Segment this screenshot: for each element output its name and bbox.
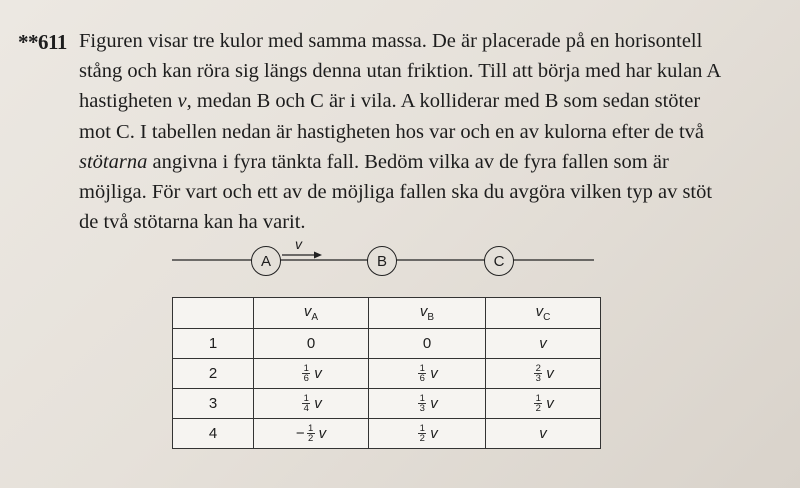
velocity-cell — [254, 419, 369, 449]
denominator: 2 — [307, 433, 314, 444]
fraction — [418, 394, 426, 413]
variable: v — [546, 395, 554, 412]
variable: v — [314, 395, 322, 412]
velocity-cell — [486, 419, 601, 449]
sign: − — [295, 425, 305, 442]
velocity-cell — [254, 359, 369, 389]
line-3-part-1: hastigheten — [79, 90, 178, 112]
numerator: 1 — [303, 363, 309, 374]
velocity-arrow-head — [314, 252, 322, 259]
header-vb: $v_B$ — [369, 298, 486, 329]
case-number: 3 — [173, 389, 254, 419]
problem-line-6: möjliga. För vart och ett av de möjliga fallen ska du avgöra vilken typ av stöt — [79, 181, 713, 203]
velocity-cell — [369, 419, 486, 449]
line-5-rest: angivna i fyra tänkta fall. Bedöm vilka av de fyra fallen som är — [147, 151, 669, 173]
denominator: 2 — [419, 433, 425, 444]
table-row — [173, 359, 601, 389]
fraction — [302, 394, 310, 413]
problem-line-5 — [79, 152, 669, 173]
header-va: $v_A$ — [254, 298, 369, 329]
numerator: 1 — [419, 393, 425, 404]
case-number: 4 — [173, 419, 254, 449]
variable: v — [430, 425, 438, 442]
fraction — [307, 424, 315, 443]
numerator: 1 — [535, 393, 541, 404]
numerator: 2 — [535, 363, 541, 374]
problem-line-3 — [79, 91, 700, 112]
velocity-cell — [254, 329, 369, 359]
velocity-label: v — [295, 236, 302, 252]
table-row — [173, 389, 601, 419]
cell-value: v — [539, 425, 547, 442]
variable: v — [546, 365, 554, 382]
problem-line-4: mot C. I tabellen nedan är hastigheten hos var och en av kulorna efter de två — [79, 121, 705, 143]
cell-value: v — [539, 335, 547, 352]
problem-line-7: de två stötarna kan ha varit. — [79, 211, 306, 233]
variable: v — [318, 425, 327, 442]
emphasized-word: stötarna — [79, 151, 148, 173]
case-number: 2 — [173, 359, 254, 389]
denominator: 2 — [535, 403, 541, 414]
velocity-cell — [486, 329, 601, 359]
velocity-cell — [486, 359, 601, 389]
velocity-cell — [486, 389, 601, 419]
line-3-part-3: , medan B och C är i vila. A kolliderar med B som sedan stöter — [186, 90, 701, 112]
cell-value: 0 — [306, 335, 316, 352]
denominator: 3 — [419, 403, 425, 414]
velocity-cell — [369, 389, 486, 419]
fraction — [302, 364, 310, 383]
velocity-table — [172, 297, 601, 449]
fraction — [418, 424, 426, 443]
table-header-row — [173, 298, 601, 329]
velocity-cell — [254, 389, 369, 419]
cell-value: 0 — [422, 335, 432, 352]
velocity-cell — [369, 329, 486, 359]
ball-b: B — [367, 246, 397, 276]
header-case — [173, 298, 254, 329]
variable: v — [430, 395, 438, 412]
table-row — [173, 419, 601, 449]
ball-a: A — [251, 246, 281, 276]
fraction — [534, 364, 542, 383]
case-number: 1 — [173, 329, 254, 359]
denominator: 4 — [303, 403, 309, 414]
denominator: 6 — [419, 373, 425, 384]
table-row — [173, 329, 601, 359]
problem-text — [0, 0, 800, 240]
variable: v — [430, 365, 438, 382]
numerator: 1 — [307, 423, 314, 434]
numerator: 1 — [419, 423, 425, 434]
denominator: 3 — [535, 373, 541, 384]
ball-c: C — [484, 246, 514, 276]
table-body — [173, 329, 601, 449]
fraction — [418, 364, 426, 383]
variable: v — [314, 365, 322, 382]
problem-line-2: stång och kan röra sig längs denna utan friktion. Till att börja med har kulan A — [79, 60, 722, 82]
numerator: 1 — [303, 393, 309, 404]
header-vc: $v_C$ — [486, 298, 601, 329]
velocity-cell — [369, 359, 486, 389]
problem-line-1: Figuren visar tre kulor med samma massa. De är placerade på en horisontell — [79, 30, 703, 52]
denominator: 6 — [303, 373, 309, 384]
balls-diagram — [170, 238, 600, 282]
numerator: 1 — [419, 363, 425, 374]
fraction — [534, 394, 542, 413]
velocity-symbol: v — [177, 90, 187, 112]
problem-number: **611 — [18, 30, 67, 54]
